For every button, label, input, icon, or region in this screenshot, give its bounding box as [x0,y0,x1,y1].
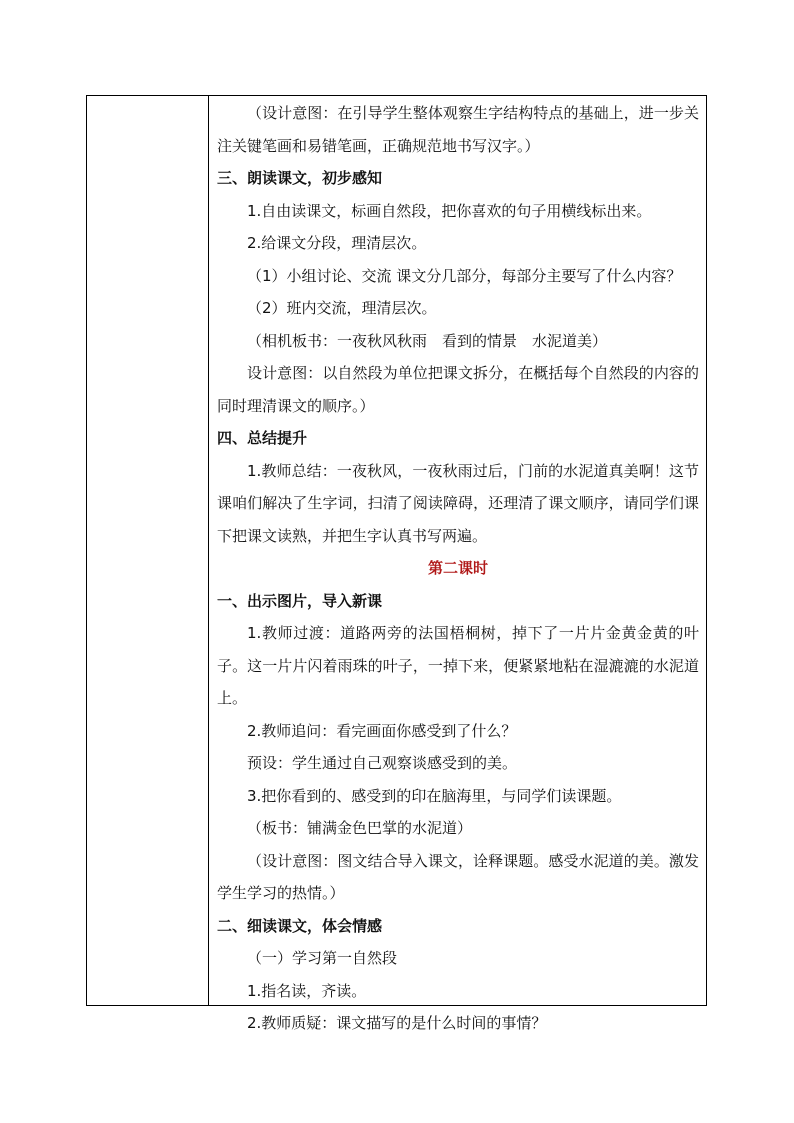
section-heading-close-reading: 二、细读课文，体会情感 [217,916,383,935]
step-read-aloud: 1.指名读，齐读。 [247,981,367,1000]
design-intent-paragraph: （设计意图：在引导学生整体观察生字结构特点的基础上，进一步关注关键笔画和易错笔画，正确规范地书写汉字。） [217,104,699,155]
teacher-summary-paragraph: 1.教师总结：一夜秋风，一夜秋雨过后，门前的水泥道真美啊！这节课咱们解决了生字词，扫清了阅读障碍，还理清了课文顺序，请同学们课下把课文读熟，并把生字认真书写两遍。 [217,461,699,545]
column-divider [208,96,209,1005]
section-heading-read-aloud: 三、朗读课文，初步感知 [217,169,383,187]
section-heading-summary: 四、总结提升 [217,429,308,447]
design-intent-paragraph: （设计意图：图文结合导入课文，诠释课题。感受水泥道的美。激发学生学习的热情。） [217,851,699,902]
teacher-transition-paragraph: 1.教师过渡：道路两旁的法国梧桐树，掉下了一片片金黄金黄的叶子。这一片片闪着雨珠的叶子，一掉下来，便紧紧地粘在湿漉漉的水泥道上。 [217,624,699,707]
step-read-title: 3.把你看到的、感受到的印在脑海里，与同学们读课题。 [247,786,622,805]
step-group-discussion: （1）小组讨论、交流 课文分几部分，每部分主要写了什么内容？ [247,266,682,285]
step-segment-text: 2.给课文分段，理清层次。 [247,234,427,252]
teacher-question: 2.教师质疑：课文描写的是什么时间的事情？ [247,1014,547,1032]
lesson-plan-table [86,95,707,1032]
section-heading-show-pictures: 一、出示图片，导入新课 [217,591,383,610]
lesson-content-cell [217,97,699,1040]
sub-section-paragraph-one: （一）学习第一自然段 [247,949,398,967]
step-free-reading: 1.自由读课文，标画自然段，把你喜欢的句子用横线标出来。 [247,201,652,220]
blackboard-note: （板书：铺满金色巴掌的水泥道） [247,819,473,837]
lesson-two-title: 第二课时 [427,559,488,577]
teacher-question: 2.教师追问：看完画面你感受到了什么？ [247,721,517,740]
step-class-exchange: （2）班内交流，理清层次。 [247,299,437,317]
design-intent-paragraph: 设计意图：以自然段为单位把课文拆分，在概括每个自然段的内容的同时理清课文的顺序。） [217,364,699,415]
expected-answer: 预设：学生通过自己观察谈感受到的美。 [247,754,518,772]
blackboard-note: （相机板书：一夜秋风秋雨 看到的情景 水泥道美） [247,331,608,350]
